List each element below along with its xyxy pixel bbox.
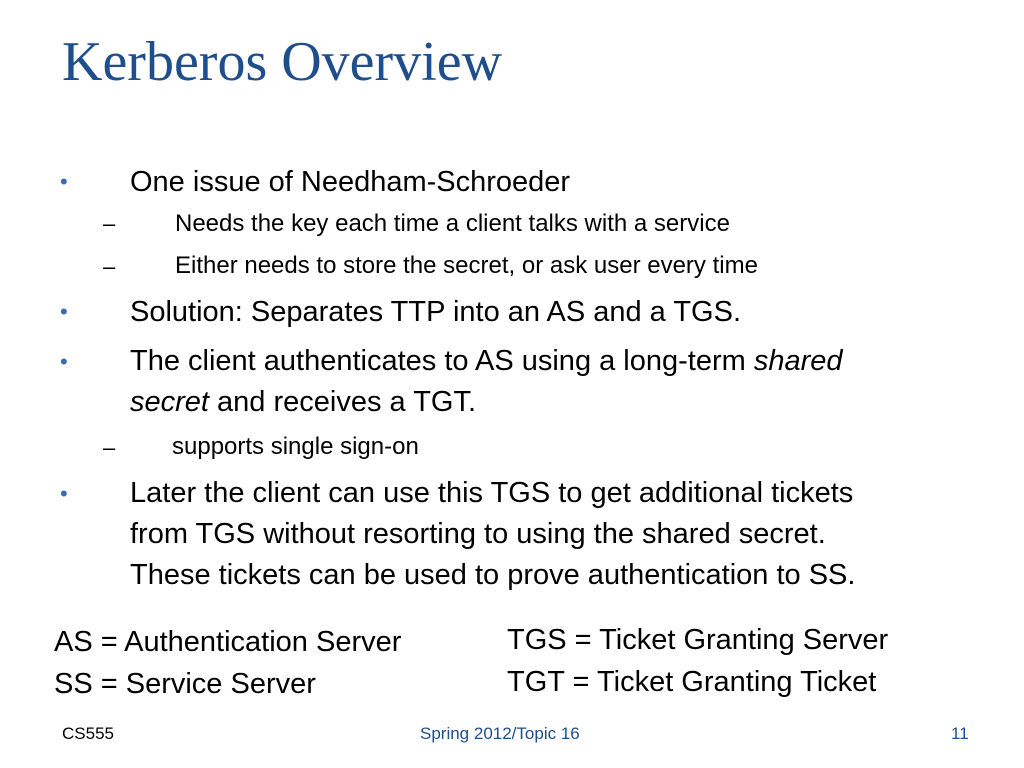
- dash-icon: –: [103, 254, 116, 279]
- bullet-3-emphasis-2: secret: [130, 386, 209, 418]
- bullet-icon: •: [60, 349, 68, 374]
- bullet-3-text-a: The client authenticates to AS using a long-term: [130, 345, 754, 377]
- definition-tgs: TGS = Ticket Granting Server: [507, 624, 889, 656]
- bullet-icon: •: [60, 169, 68, 194]
- bullet-1-sub-2-text: Either needs to store the secret, or ask user every time: [175, 252, 758, 279]
- dash-icon: –: [103, 435, 116, 460]
- bullet-3-emphasis-1: shared: [753, 345, 843, 377]
- bullet-icon: •: [60, 299, 68, 324]
- bullet-4-line-3: These tickets can be used to prove authentication to SS.: [130, 559, 856, 591]
- bullet-1-text: One issue of Needham-Schroeder: [130, 166, 571, 198]
- slide-title: Kerberos Overview: [62, 31, 503, 93]
- definition-ss: SS = Service Server: [54, 668, 316, 700]
- definition-tgt: TGT = Ticket Granting Ticket: [507, 666, 877, 698]
- bullet-icon: •: [60, 481, 68, 506]
- bullet-3-text-b: and receives a TGT.: [208, 386, 477, 418]
- footer-page-number: 11: [951, 724, 969, 743]
- bullet-4-line-2: from TGS without resorting to using the shared secret.: [130, 518, 826, 550]
- bullet-3-line-1: [130, 341, 843, 382]
- footer-course: CS555: [62, 724, 114, 743]
- bullet-4-line-1: Later the client can use this TGS to get additional tickets: [130, 477, 854, 509]
- bullet-2-text: Solution: Separates TTP into an AS and a TGS.: [130, 296, 741, 328]
- definition-as: AS = Authentication Server: [54, 626, 402, 658]
- dash-icon: –: [103, 211, 116, 236]
- bullet-1-sub-1-text: Needs the key each time a client talks with a service: [175, 210, 730, 237]
- definitions-right: [507, 619, 888, 703]
- bullet-3-line-2: [130, 382, 476, 423]
- definitions-left: [54, 621, 401, 705]
- bullet-3-sub-1-text: supports single sign-on: [172, 433, 419, 460]
- footer-term: Spring 2012/Topic 16: [420, 724, 580, 743]
